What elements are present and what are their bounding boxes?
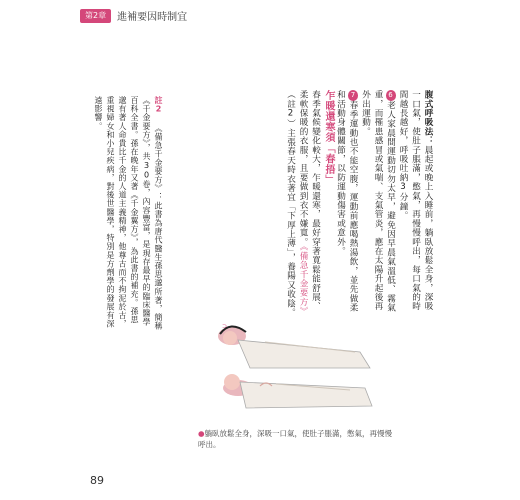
paragraph-7 — [334, 90, 359, 318]
footnote-text: 《備急千金要方》：此書為唐代醫生孫思邈所著，簡稱《千金要方》，共30卷，內容豐富，是現存最早的臨床醫學百科全書。孫在晚年又著《千金翼方》，為此書的補充。孫思邈有著人命貴比千金的人道主義精神，他尊古而不拘泥於古，重視婦女和小兒疾病，對後世醫學，特別是方劑學的發展有深遠影響。 — [94, 96, 163, 331]
spring-text-b: 主張春天時衣著宜「下厚上薄」，養陽又收陰。 — [285, 128, 296, 318]
paragraph-breathing — [397, 90, 435, 318]
book-title: 《備急千金要方》 — [298, 246, 308, 316]
chapter-title: 進補要因時制宜 — [117, 12, 188, 23]
footnote-label: 註2 — [154, 96, 163, 115]
note-ref: （註2） — [285, 90, 296, 129]
section-heading-text: 乍暖還寒須「春捂」 — [323, 90, 334, 186]
breathing-text: 晨起或晚上入睡前，躺臥放鬆全身，深吸一口氣，使肚子脹滿，憋氣，再慢慢呼出，每口氣的時間越長越好，呼吸吐納3分鐘。 — [398, 90, 433, 311]
item-6-text: 老人家晨間運動切勿太早，避免因早晨氣溫低、霧氣重，而罹患感冒或氣喘、支氣管炎，應在太陽升起後再外出運動。 — [360, 90, 396, 313]
lying-person-illustration — [190, 322, 390, 442]
page-header — [80, 8, 187, 23]
paragraph-6 — [359, 90, 397, 318]
chapter-tag: 第2章 — [80, 9, 111, 23]
item-number-6: 6 — [386, 91, 395, 100]
paragraph-spring — [284, 90, 322, 318]
item-number-7: 7 — [349, 91, 357, 100]
caption-bullet: ● — [198, 429, 205, 438]
breathing-label: 腹式呼吸法： — [423, 90, 433, 146]
svg-text:⊃: ⊃ — [222, 323, 228, 330]
main-text — [284, 90, 434, 318]
page-number: 89 — [90, 474, 104, 487]
section-heading — [322, 90, 335, 318]
footnote — [92, 96, 164, 332]
item-7-text: 春季運動也不能空腹，運動前應喝熱湯飲，並先做柔和活動身體關節，以防運動傷害或意外。 — [335, 90, 358, 313]
illustration-caption — [198, 428, 398, 450]
spring-text-a: 春季氣候變化較大，乍暖還寒，最好穿著寬鬆能舒展、柔軟保暖的衣服，且要做到衣不嫌寬。 — [298, 90, 321, 311]
caption-text: 躺臥放鬆全身，深吸一口氣，使肚子脹滿，憋氣，再慢慢呼出。 — [198, 429, 393, 449]
